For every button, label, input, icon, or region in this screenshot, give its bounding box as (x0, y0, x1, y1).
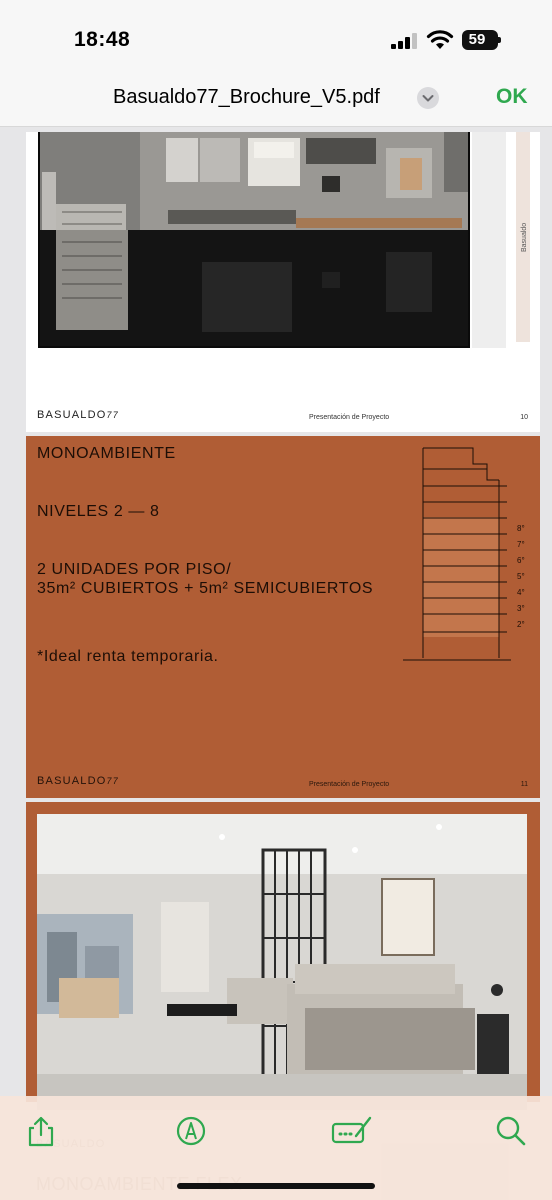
wifi-icon (426, 29, 454, 51)
form-fill-icon[interactable] (330, 1114, 374, 1144)
floor-label: 6° (517, 556, 525, 565)
status-bar (0, 0, 552, 70)
floor-label: 3° (517, 604, 525, 613)
floor-label: 4° (517, 588, 525, 597)
floor-label: 8° (517, 524, 525, 533)
page-heading: MONOAMBIENTE (37, 445, 176, 462)
chevron-down-icon[interactable] (417, 87, 439, 109)
search-icon[interactable] (494, 1114, 528, 1144)
page-number: 10 (520, 414, 528, 421)
share-icon[interactable] (24, 1114, 58, 1144)
levels-text: NIVELES 2 — 8 (37, 503, 160, 520)
units-text-line-1: 2 UNIDADES POR PISO/ (37, 561, 232, 578)
pdf-page-12 (26, 802, 540, 1102)
battery-icon (462, 30, 498, 50)
done-button[interactable]: OK (496, 85, 528, 108)
footer-label: Presentación de Proyecto (309, 781, 390, 788)
floor-label: 5° (517, 572, 525, 581)
floor-label: 2° (517, 620, 525, 629)
status-time: 18:48 (74, 28, 131, 51)
brand-logo (37, 775, 119, 787)
page-number: 11 (520, 781, 528, 788)
brand-logo-text: BASUALDO (37, 409, 107, 421)
pdf-page-10 (26, 132, 540, 432)
document-title[interactable]: Basualdo77_Brochure_V5.pdf (113, 86, 380, 108)
cellular-signal-icon (391, 33, 421, 49)
brand-logo (37, 409, 119, 421)
interior-render-image (37, 814, 527, 1110)
footer-label: Presentación de Proyecto (309, 414, 390, 421)
brand-logo-mark: 77 (106, 410, 119, 420)
street-label: Basualdo (521, 222, 528, 252)
battery-level: 59 (468, 31, 486, 48)
markup-icon[interactable] (174, 1114, 208, 1144)
rental-note: *Ideal renta temporaria. (37, 648, 219, 665)
brand-logo-text: BASUALDO (37, 775, 107, 787)
brand-logo-mark: 77 (106, 776, 119, 786)
document-header (0, 70, 552, 127)
building-section-diagram (401, 442, 531, 682)
floor-label: 7° (517, 540, 525, 549)
home-indicator[interactable] (177, 1183, 375, 1189)
pdf-page-11 (26, 436, 540, 798)
floor-plan-image (26, 132, 540, 432)
units-text-line-2: 35m² CUBIERTOS + 5m² SEMICUBIERTOS (37, 580, 374, 597)
